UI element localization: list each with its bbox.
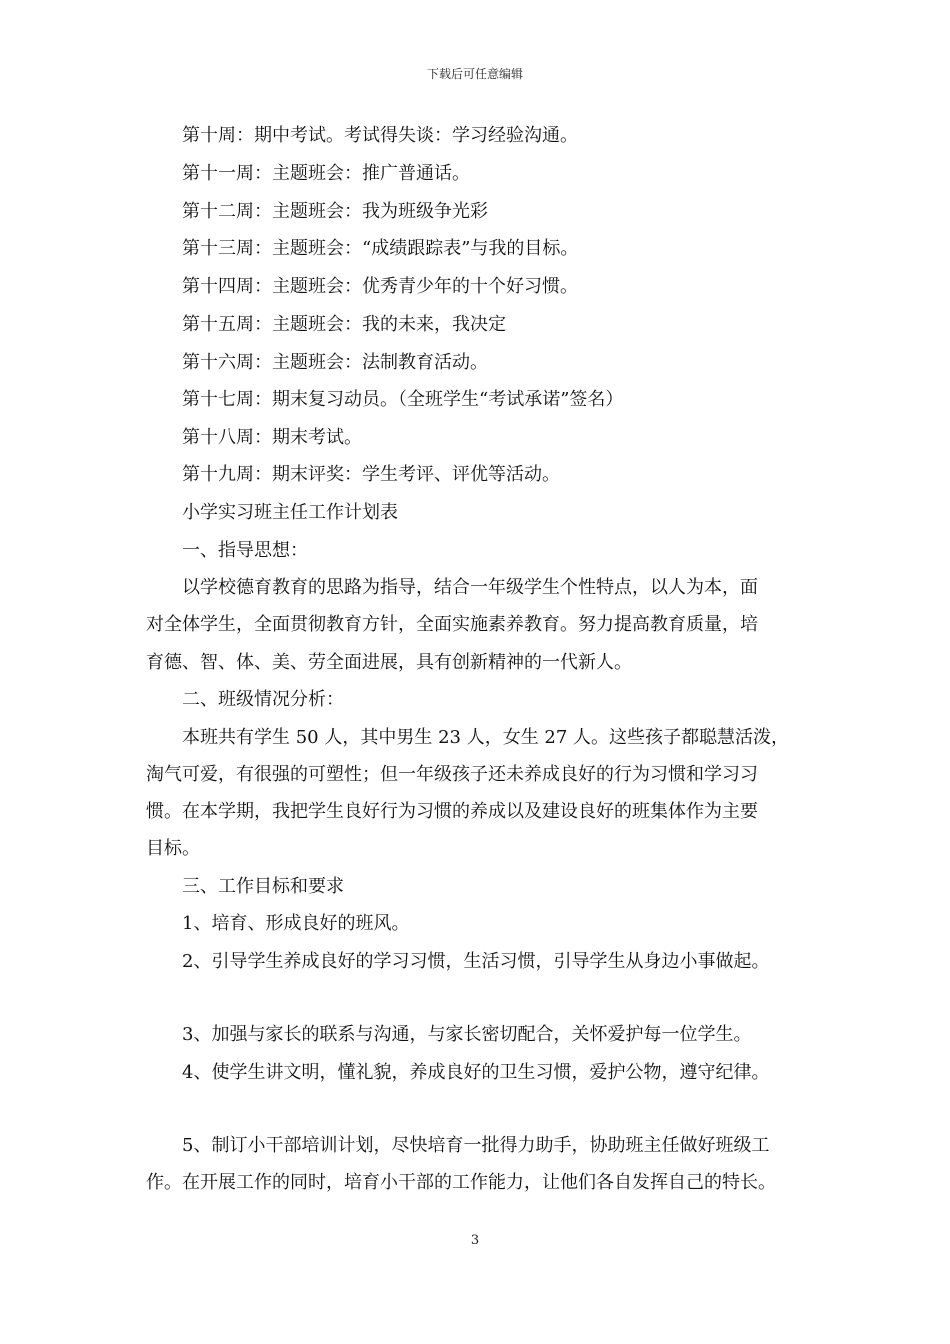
section-1-line-1: 以学校德育教育的思路为指导，结合一年级学生个性特点，以人为本，面 (182, 577, 758, 598)
section-2-line-3: 惯。在本学期，我把学生良好行为习惯的养成以及建设良好的班集体作为主要 (146, 801, 758, 822)
schedule-week-16: 第十六周：主题班会：法制教育活动。 (182, 352, 488, 373)
goal-item-1: 1、培育、形成良好的班风。 (182, 913, 410, 934)
section-heading-goals: 三、工作目标和要求 (182, 876, 344, 897)
schedule-week-15: 第十五周：主题班会：我的未来，我决定 (182, 314, 506, 335)
schedule-week-10: 第十周：期中考试。考试得失谈：学习经验沟通。 (182, 125, 578, 146)
goal-item-5-line-1: 5、制订小干部培训计划，尽快培育一批得力助手，协助班主任做好班级工 (182, 1135, 770, 1156)
goal-item-3: 3、加强与家长的联系与沟通，与家长密切配合，关怀爱护每一位学生。 (182, 1024, 752, 1045)
schedule-week-17: 第十七周：期末复习动员。（全班学生“考试承诺”签名） (182, 389, 624, 410)
schedule-week-19: 第十九周：期末评奖：学生考评、评优等活动。 (182, 464, 560, 485)
section-1-line-2: 对全体学生，全面贯彻教育方针，全面实施素养教育。努力提高教育质量，培 (146, 614, 758, 635)
goal-item-2: 2、引导学生养成良好的学习习惯，生活习惯，引导学生从身边小事做起。 (182, 951, 770, 972)
schedule-week-14: 第十四周：主题班会：优秀青少年的十个好习惯。 (182, 276, 578, 297)
schedule-week-13: 第十三周：主题班会：“成绩跟踪表”与我的目标。 (182, 238, 579, 259)
section-2-line-2: 淘气可爱，有很强的可塑性；但一年级孩子还未养成良好的行为习惯和学习习 (146, 764, 758, 785)
page-header: 下载后可任意编辑 (426, 67, 523, 81)
section-1-line-3: 育德、智、体、美、劳全面进展，具有创新精神的一代新人。 (146, 652, 632, 673)
page-number: 3 (470, 1233, 480, 1248)
schedule-week-12: 第十二周：主题班会：我为班级争光彩 (182, 201, 488, 222)
document-title: 小学实习班主任工作计划表 (182, 502, 398, 523)
section-2-line-4: 目标。 (146, 838, 200, 859)
schedule-week-11: 第十一周：主题班会：推广普通话。 (182, 163, 470, 184)
section-2-line-1: 本班共有学生 50 人，其中男生 23 人，女生 27 人。这些孩子都聪慧活泼， (182, 727, 790, 748)
schedule-week-18: 第十八周：期末考试。 (182, 427, 362, 448)
section-heading-class-analysis: 二、班级情况分析： (182, 689, 344, 710)
goal-item-4: 4、使学生讲文明，懂礼貌，养成良好的卫生习惯，爱护公物，遵守纪律。 (182, 1062, 770, 1083)
section-heading-guiding-ideology: 一、指导思想： (182, 540, 308, 561)
goal-item-5-line-2: 作。在开展工作的同时，培育小干部的工作能力，让他们各自发挥自己的特长。 (146, 1172, 776, 1193)
